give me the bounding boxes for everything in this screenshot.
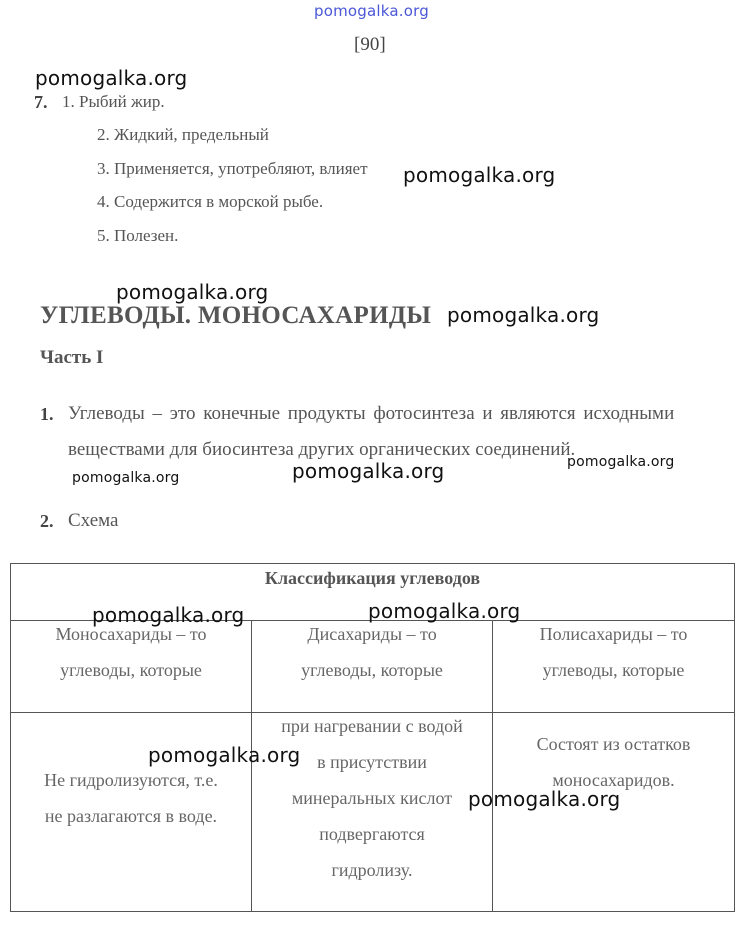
header-di-line-1: Дисахариды – то (307, 624, 437, 644)
body-di-line-2: в присутствии (317, 752, 427, 772)
header-mono-line-1: Моносахариды – то (55, 624, 207, 644)
header-poly (493, 616, 734, 688)
watermark: pomogalka.org (72, 470, 180, 486)
watermark: pomogalka.org (468, 787, 621, 811)
watermark: pomogalka.org (92, 603, 245, 627)
watermark: pomogalka.org (35, 66, 188, 90)
task7-item-1: 1. Рыбий жир. (62, 92, 165, 111)
task1-line-1: Углеводы – это конечные продукты фотосинтеза и являются исходными (68, 403, 675, 424)
task7-item-5: 5. Полезен. (97, 226, 179, 245)
body-di (252, 708, 492, 888)
table-title: Классификация углеводов (264, 568, 481, 588)
watermark: pomogalka.org (403, 163, 556, 187)
page-number: [90] (354, 34, 386, 55)
task2-text: Схема (68, 510, 119, 531)
task7-item-2: 2. Жидкий, предельный (97, 125, 269, 144)
body-poly-line-2: моносахаридов. (552, 770, 675, 790)
watermark: pomogalka.org (292, 459, 445, 483)
header-poly-line-1: Полисахариды – то (539, 624, 688, 644)
watermark: pomogalka.org (148, 743, 301, 767)
section-title: УГЛЕВОДЫ. МОНОСАХАРИДЫ (40, 302, 432, 329)
task7-item-3: 3. Применяется, употребляют, влияет (97, 159, 368, 178)
top-watermark: pomogalka.org (314, 2, 429, 20)
watermark: pomogalka.org (368, 599, 521, 623)
task2-number: 2. (40, 511, 54, 531)
task7-item-4: 4. Содержится в морской рыбе. (97, 192, 324, 211)
watermark: pomogalka.org (447, 303, 600, 327)
header-mono-line-2: углеводы, которые (60, 660, 202, 680)
task1-number: 1. (40, 404, 54, 424)
header-di (252, 616, 492, 688)
body-mono-line-1: Не гидролизуются, т.е. (44, 770, 218, 790)
task1-line-2: веществами для биосинтеза других органических соединений. (68, 439, 576, 460)
body-mono-line-2: не разлагаются в воде. (44, 806, 218, 826)
part-label: Часть I (40, 347, 104, 368)
header-di-line-2: углеводы, которые (301, 660, 443, 680)
body-di-line-5: гидролизу. (331, 860, 413, 880)
header-poly-line-2: углеводы, которые (542, 660, 685, 680)
body-poly-line-1: Состоят из остатков (536, 734, 691, 754)
watermark: pomogalka.org (567, 454, 675, 470)
body-di-line-4: подвергаются (319, 824, 425, 844)
body-di-line-1: при нагревании с водой (281, 716, 463, 736)
watermark: pomogalka.org (116, 280, 269, 304)
body-mono (11, 762, 251, 834)
body-di-line-3: минеральных кислот (291, 788, 453, 808)
task7-number: 7. (34, 92, 48, 112)
